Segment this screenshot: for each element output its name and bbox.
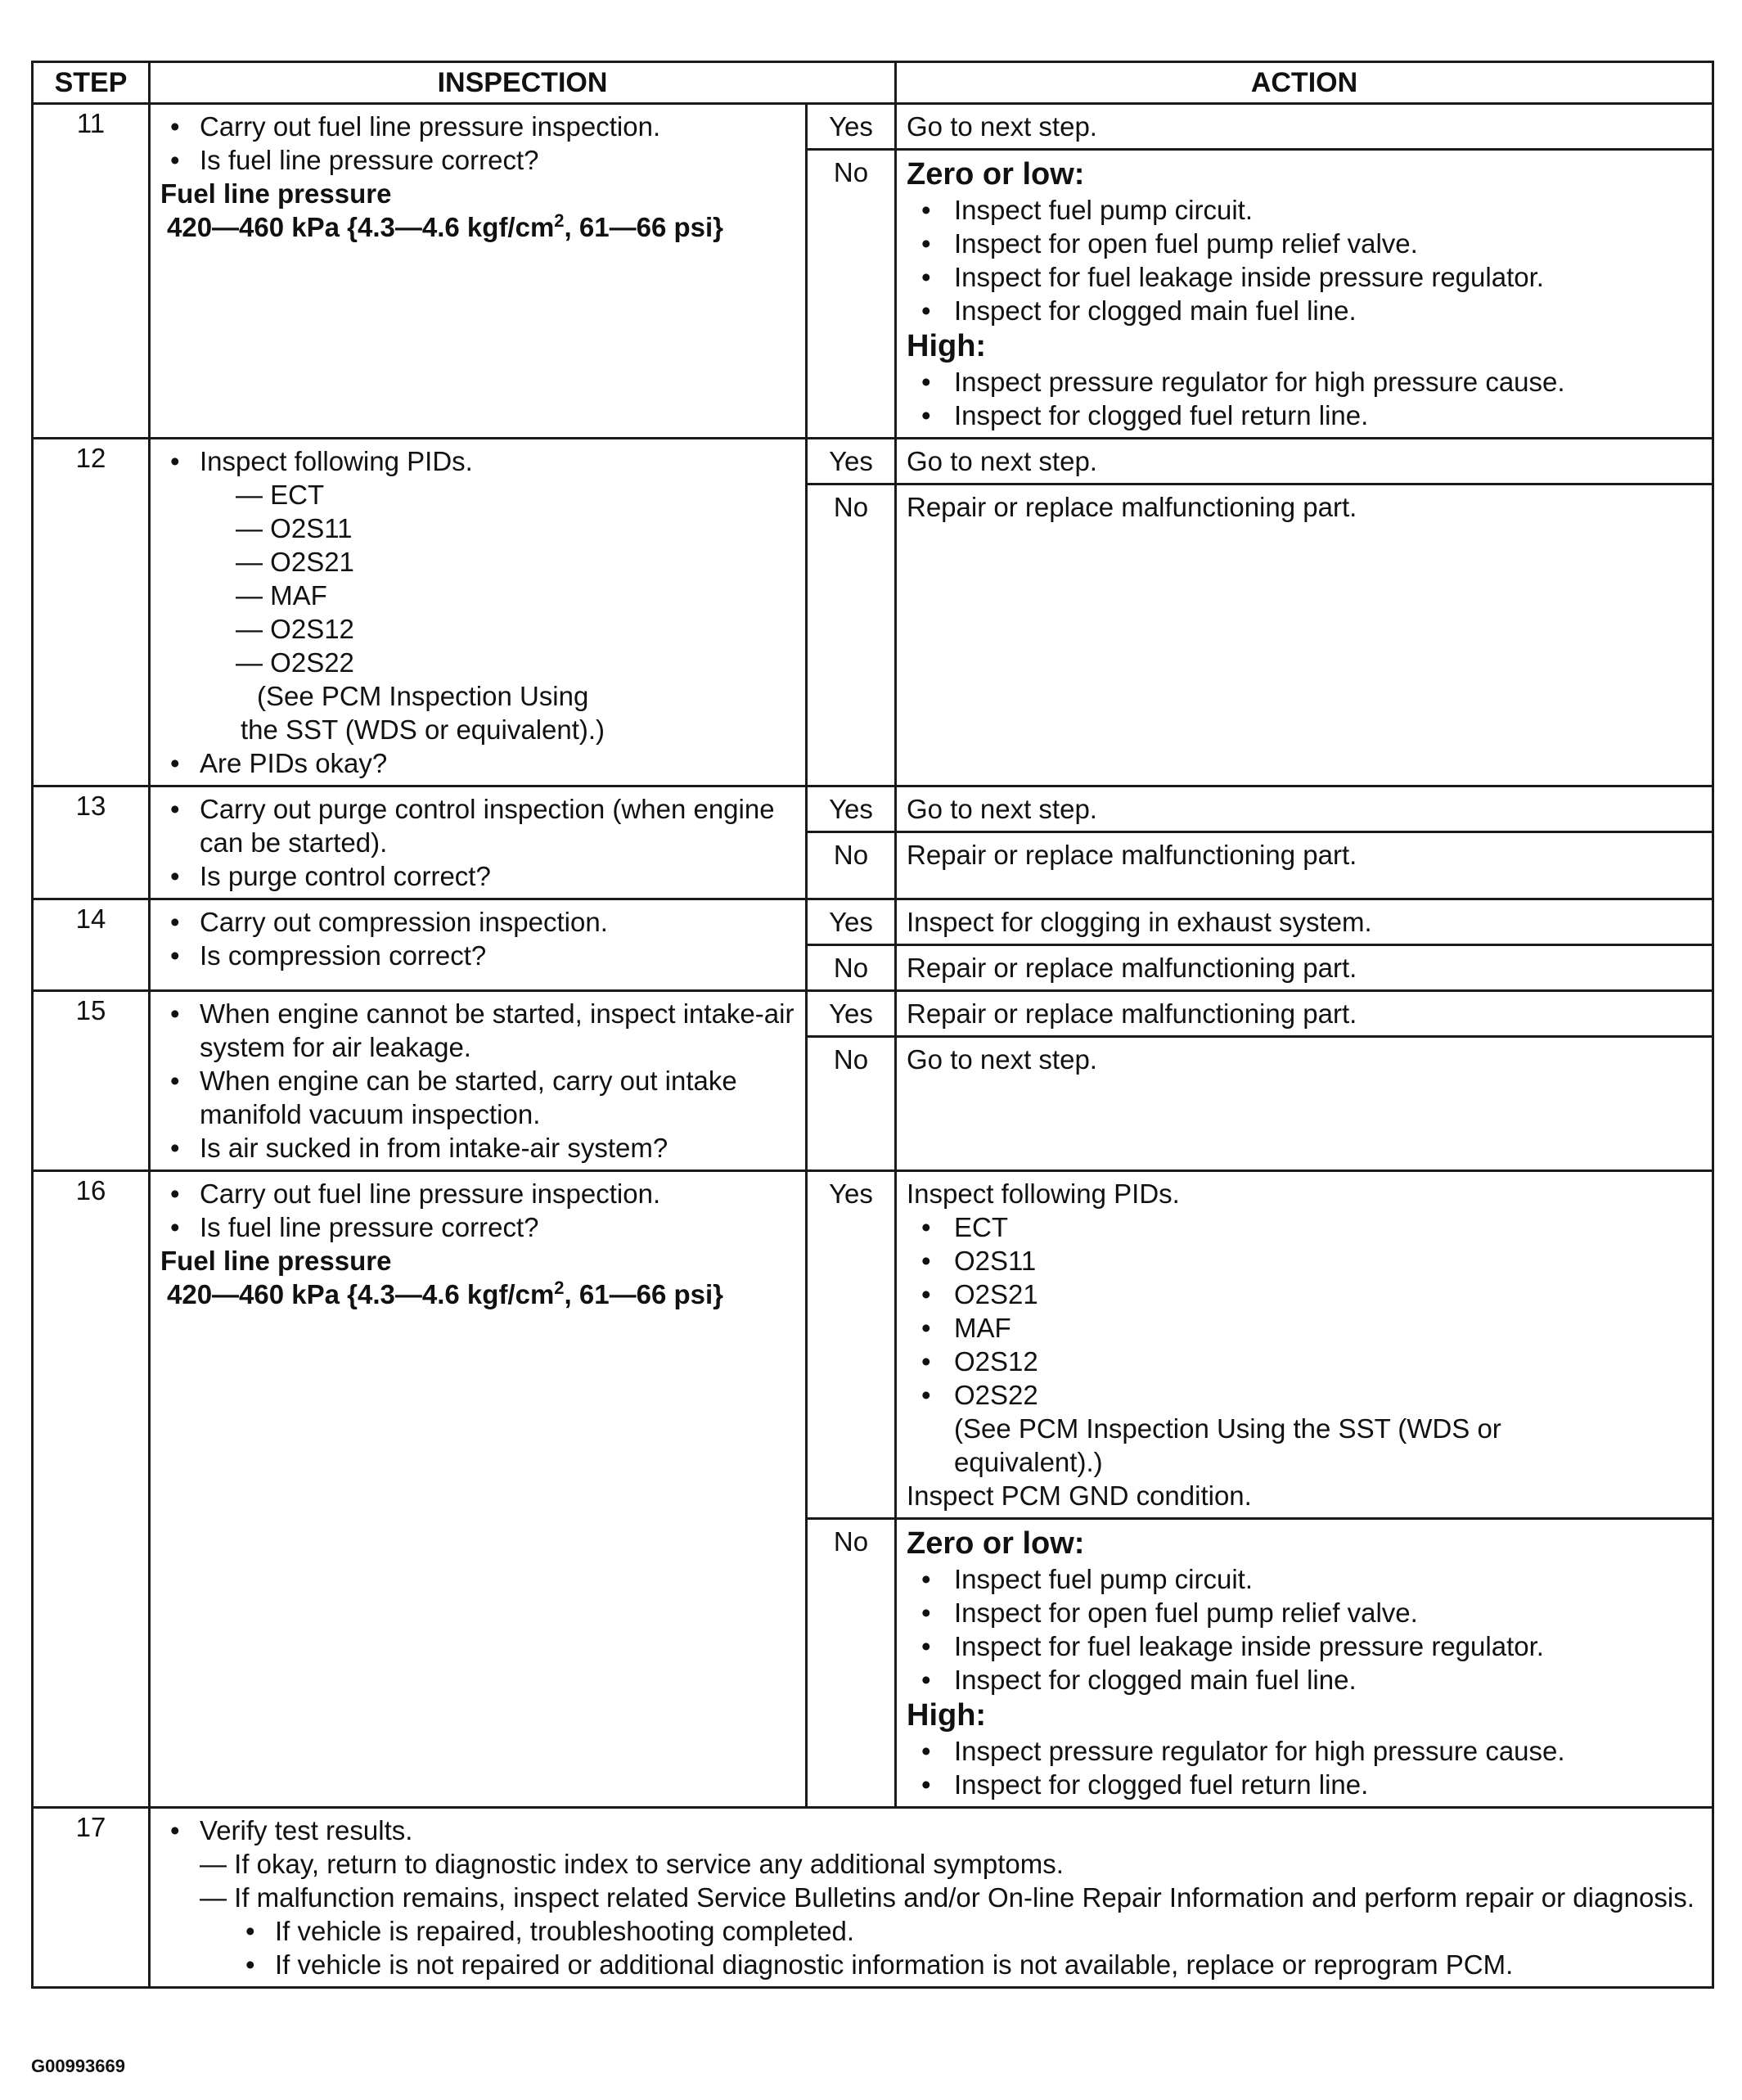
yes-action: Go to next step. [896,439,1713,484]
step-13-inspection [150,786,807,899]
pid-item: — O2S11 [236,513,353,543]
pid-item: • O2S12 [907,1345,1702,1378]
no-label: No [807,1037,896,1171]
step-number: 16 [33,1171,150,1808]
yes-label: Yes [807,1171,896,1519]
yes-label: Yes [807,439,896,484]
step-15-yes-row [33,991,1713,1037]
dash-item: — If malfunction remains, inspect related Service Bulletins and/or On-line Repair Information and perform repair or diagnosis. [200,1882,1695,1913]
spec-title: Fuel line pressure [160,1246,392,1276]
spec-title: Fuel line pressure [160,178,392,209]
no-action: Repair or replace malfunctioning part. [896,945,1713,991]
pid-item: — O2S22 [236,647,354,678]
step-number: 11 [33,104,150,439]
gnd-check: Inspect PCM GND condition. [907,1480,1252,1511]
diagnostic-table [31,61,1714,1989]
header-inspection: INSPECTION [150,62,896,104]
pid-item: • O2S11 [907,1244,1702,1278]
step-11-yes-row [33,104,1713,150]
step-14-inspection [150,899,807,991]
pid-item: — O2S12 [236,614,354,644]
yes-label: Yes [807,786,896,832]
inspection-item: • Is air sucked in from intake-air system? [160,1131,795,1165]
step-12-yes-row [33,439,1713,484]
action-item: • Inspect pressure regulator for high pressure cause. [907,1734,1702,1768]
step-12-inspection [150,439,807,786]
step-number: 17 [33,1808,150,1988]
inspection-item: • Carry out purge control inspection (when engine can be started). [160,792,795,859]
see-reference: (See PCM Inspection Using [257,681,589,711]
action-item: • Inspect for open fuel pump relief valve. [907,1596,1702,1629]
pid-item: • MAF [907,1311,1702,1345]
sub-item: • If vehicle is repaired, troubleshooting completed. [209,1914,1702,1948]
no-action: Repair or replace malfunctioning part. [896,484,1713,786]
inspection-item: • When engine can be started, carry out intake manifold vacuum inspection. [160,1064,795,1131]
pid-item: • O2S21 [907,1278,1702,1311]
no-label: No [807,150,896,439]
inspection-item: • Carry out fuel line pressure inspection. [160,1177,795,1210]
spec-value: 420—460 kPa {4.3—4.6 kgf/$cm^2$, 61—66 psi} [167,1278,723,1309]
action-item: • Inspect pressure regulator for high pressure cause. [907,365,1702,399]
inspection-item: • Is purge control correct? [160,859,795,893]
action-item: • Inspect fuel pump circuit. [907,193,1702,227]
step-17-content [150,1808,1713,1988]
inspection-item: • Carry out fuel line pressure inspection. [160,110,795,143]
pid-item: • O2S22 [907,1378,1702,1412]
pid-list [160,478,795,679]
step-16-inspection [150,1171,807,1808]
zero-low-title: Zero or low: [907,1526,1085,1561]
step-number: 14 [33,899,150,991]
yes-label: Yes [807,991,896,1037]
high-title: High: [907,1698,987,1733]
action-item: • Inspect for clogged main fuel line. [907,1663,1702,1697]
step-16-yes-row [33,1171,1713,1519]
no-action: Repair or replace malfunctioning part. [896,832,1713,899]
high-title: High: [907,329,987,363]
step-number: 12 [33,439,150,786]
yes-action [896,1171,1713,1519]
step-11-inspection [150,104,807,439]
pid-item: — MAF [236,580,327,611]
inspection-item: • When engine cannot be started, inspect intake-air system for air leakage. [160,997,795,1064]
yes-action: Go to next step. [896,104,1713,150]
no-label: No [807,832,896,899]
no-action [896,1519,1713,1808]
no-label: No [807,1519,896,1808]
header-action: ACTION [896,62,1713,104]
pid-item: — O2S21 [236,547,354,577]
pid-item: • ECT [907,1210,1702,1244]
dash-item: — If okay, return to diagnostic index to service any additional symptoms. [200,1849,1064,1879]
yes-action: Go to next step. [896,786,1713,832]
pid-item: — ECT [236,480,325,510]
action-item: • Inspect fuel pump circuit. [907,1562,1702,1596]
action-item: • Inspect for fuel leakage inside pressure regulator. [907,1629,1702,1663]
inspection-item: • Is compression correct? [160,939,795,972]
no-label: No [807,484,896,786]
verify-item: • Verify test results. [160,1814,1702,1847]
figure-code: G00993669 [31,2056,125,2076]
step-17-row [33,1808,1713,1988]
step-14-yes-row [33,899,1713,945]
yes-action: Inspect for clogging in exhaust system. [896,899,1713,945]
pid-title: Inspect following PIDs. [907,1178,1180,1209]
step-13-yes-row [33,786,1713,832]
header-step: STEP [33,62,150,104]
inspection-item: • Are PIDs okay? [160,746,795,780]
action-item: • Inspect for open fuel pump relief valve. [907,227,1702,260]
zero-low-title: Zero or low: [907,157,1085,192]
no-action [896,150,1713,439]
inspection-item: • Is fuel line pressure correct? [160,143,795,177]
no-label: No [807,945,896,991]
no-action: Go to next step. [896,1037,1713,1171]
sub-item: • If vehicle is not repaired or additional diagnostic information is not available, replace or reprogram PCM. [209,1948,1702,1981]
action-item: • Inspect for fuel leakage inside pressure regulator. [907,260,1702,294]
inspection-item: • Inspect following PIDs. [160,444,795,478]
step-number: 13 [33,786,150,899]
action-item: • Inspect for clogged fuel return line. [907,399,1702,432]
yes-action: Repair or replace malfunctioning part. [896,991,1713,1037]
yes-label: Yes [807,104,896,150]
inspection-item: • Is fuel line pressure correct? [160,1210,795,1244]
header-row [33,62,1713,104]
step-15-inspection [150,991,807,1171]
inspection-item: • Carry out compression inspection. [160,905,795,939]
see-reference: (See PCM Inspection Using the SST (WDS or equivalent).) [954,1413,1501,1477]
see-reference: the SST (WDS or equivalent).) [241,714,605,745]
step-number: 15 [33,991,150,1171]
action-item: • Inspect for clogged fuel return line. [907,1768,1702,1801]
spec-value: 420—460 kPa {4.3—4.6 kgf/$cm^2$, 61—66 psi} [167,210,723,242]
yes-label: Yes [807,899,896,945]
action-item: • Inspect for clogged main fuel line. [907,294,1702,327]
